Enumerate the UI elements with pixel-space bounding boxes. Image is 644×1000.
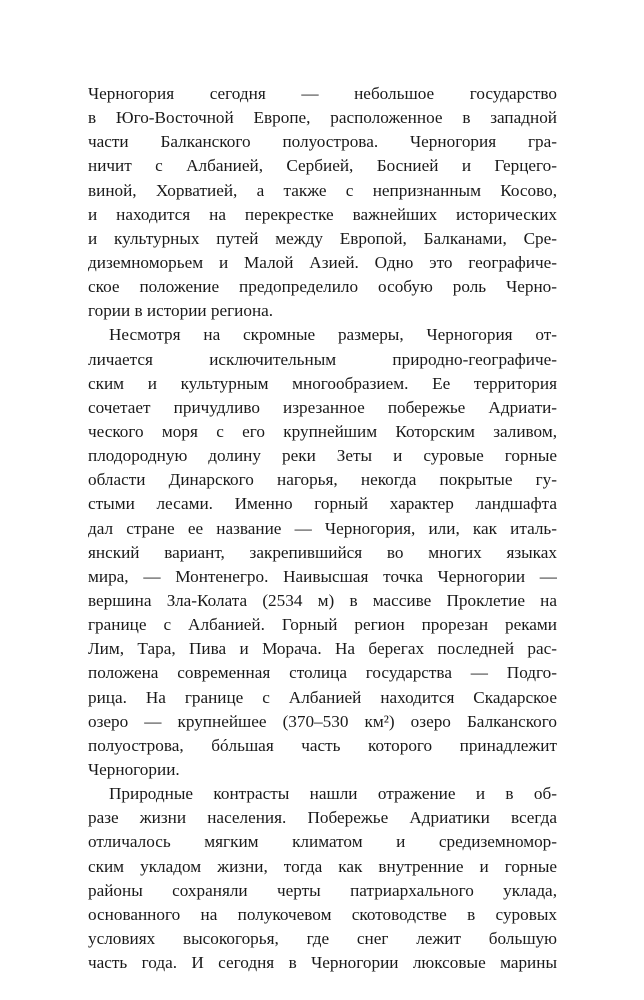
text-line: ческого моря с его крупнейшим Которским заливом, xyxy=(88,421,557,441)
text-line: отличалось мягким климатом и средиземномор- xyxy=(88,832,557,852)
text-line: рица. На границе с Албанией находится Скадарское xyxy=(88,687,557,707)
text-line: части Балканского полуострова. Черногория гра- xyxy=(88,132,557,152)
text-line: дал стране ее название — Черногория, или, как италь- xyxy=(88,518,557,538)
paragraph-1 xyxy=(88,82,557,323)
book-page-text xyxy=(88,82,557,975)
text-line: разе жизни населения. Побережье Адриатики всегда xyxy=(88,808,557,828)
text-line: Лим, Тара, Пива и Морача. На берегах последней рас- xyxy=(88,639,557,659)
paragraph-2 xyxy=(88,323,557,782)
text-line: Несмотря на скромные размеры, Черногория от- xyxy=(109,325,557,345)
text-line: диземноморьем и Малой Азией. Одно это географиче- xyxy=(88,252,557,272)
text-line: в Юго-Восточной Европе, расположенное в западной xyxy=(88,108,557,128)
text-line: районы сохраняли черты патриархального уклада, xyxy=(88,880,557,900)
text-line: ничит с Албанией, Сербией, Боснией и Герцего- xyxy=(88,156,557,176)
text-line: основанного на полукочевом скотоводстве в суровых xyxy=(88,904,557,924)
text-line: области Динарского нагорья, некогда покрытые гу- xyxy=(88,470,557,490)
text-line: и культурных путей между Европой, Балканами, Сре- xyxy=(88,228,557,248)
text-line: условиях высокогорья, где снег лежит большую xyxy=(88,928,557,948)
text-line: часть года. И сегодня в Черногории люксовые марины xyxy=(88,953,557,973)
text-line: положена современная столица государства — Подго- xyxy=(88,663,557,683)
text-line: ское положение предопределило особую роль Черно- xyxy=(88,277,557,297)
text-line: озеро — крупнейшее (370–530 км²) озеро Балканского xyxy=(88,711,557,731)
text-line: полуострова, бóльшая часть которого принадлежит xyxy=(88,735,557,755)
text-line: Природные контрасты нашли отражение и в об- xyxy=(109,784,557,804)
text-line: вершина Зла-Колата (2534 м) в массиве Проклетие на xyxy=(88,590,557,610)
text-line: Черногория сегодня — небольшое государство xyxy=(88,84,557,103)
text-line: янский вариант, закрепившийся во многих языках xyxy=(88,542,557,562)
paragraph-3 xyxy=(88,782,557,975)
text-line: границе с Албанией. Горный регион прорезан реками xyxy=(88,615,557,635)
text-line: гории в истории региона. xyxy=(88,301,274,321)
text-line: мира, — Монтенегро. Наивысшая точка Черногории — xyxy=(88,566,557,586)
text-line: виной, Хорватией, а также с непризнанным Косово, xyxy=(88,180,557,200)
text-line: ским укладом жизни, тогда как внутренние и горные xyxy=(88,856,557,876)
text-line: Черногории. xyxy=(88,759,180,779)
text-line: плодородную долину реки Зеты и суровые горные xyxy=(88,446,557,466)
text-line: ским и культурным многообразием. Ее территория xyxy=(88,373,557,393)
text-line: личается исключительным природно-географиче- xyxy=(88,349,557,369)
text-line: и находится на перекрестке важнейших исторических xyxy=(88,204,557,224)
text-line: сочетает причудливо изрезанное побережье Адриати- xyxy=(88,397,557,417)
text-line: стыми лесами. Именно горный характер ландшафта xyxy=(88,494,557,514)
